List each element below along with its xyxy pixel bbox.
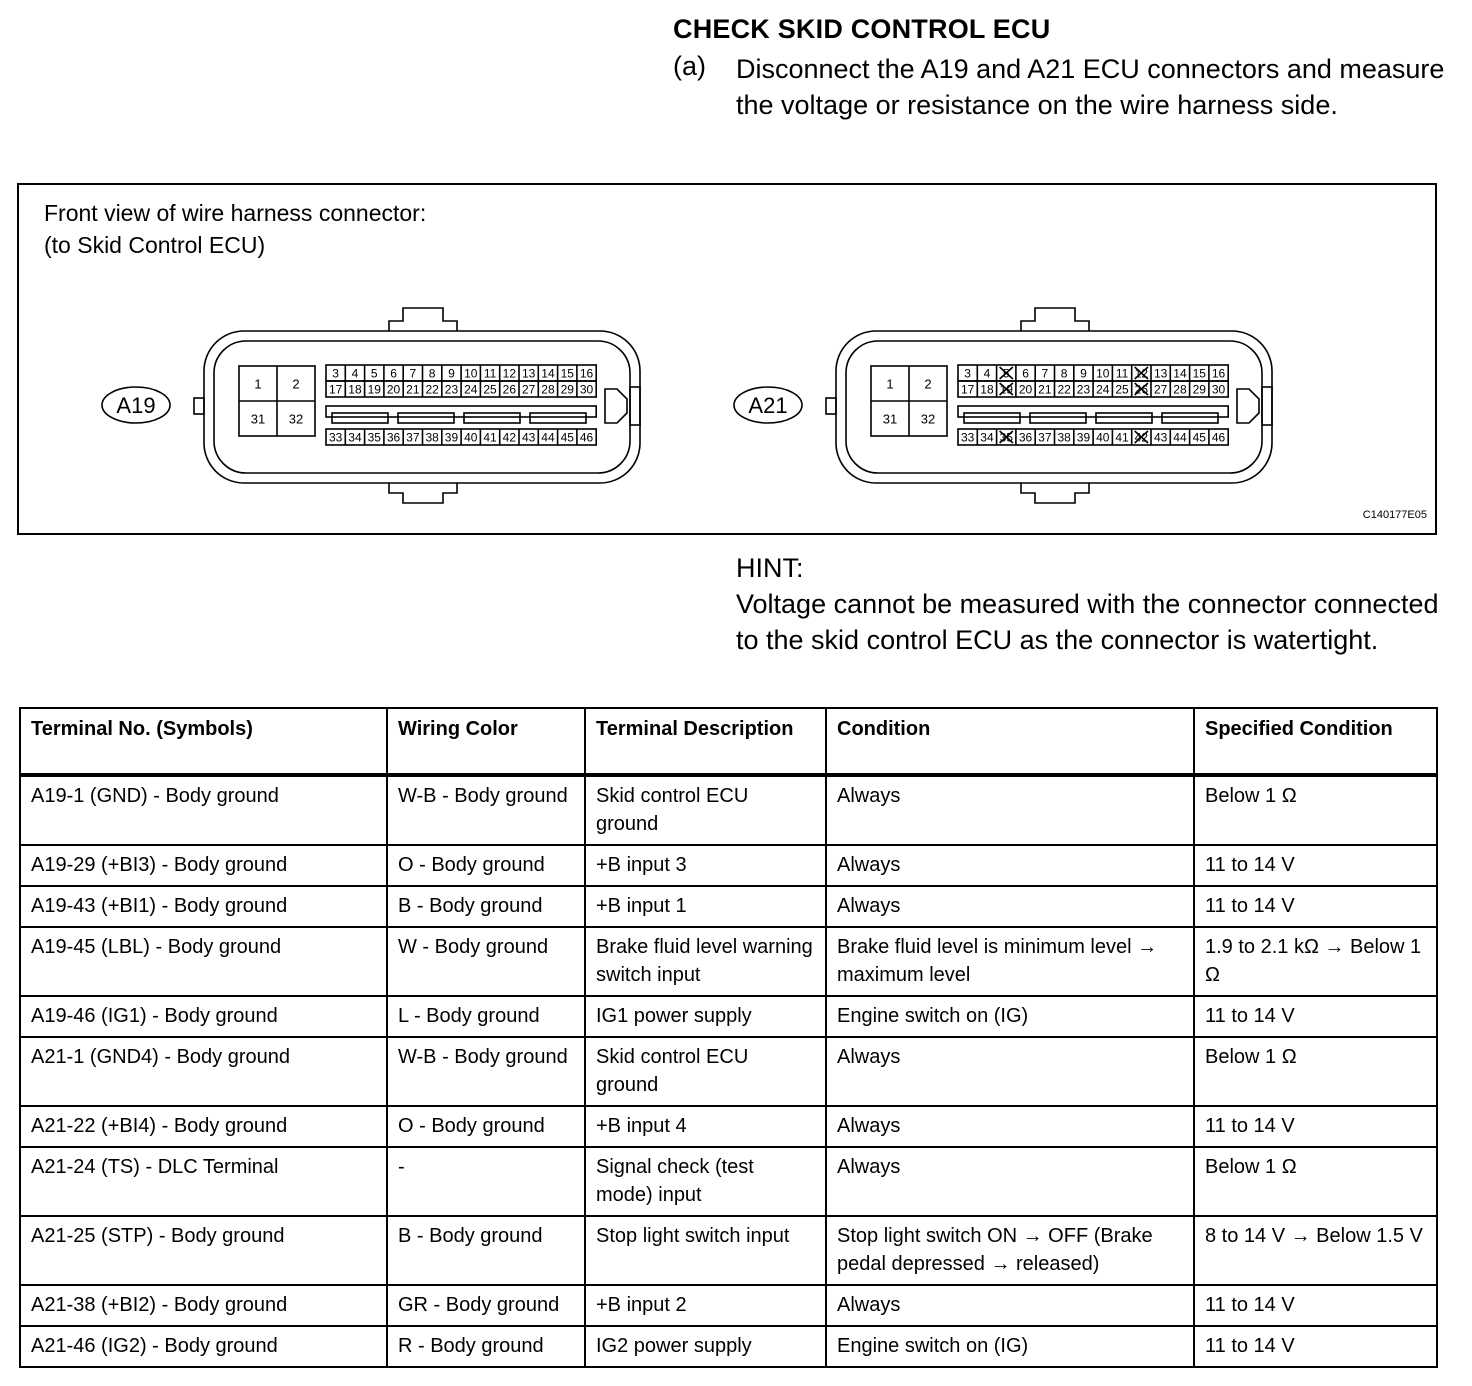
- cell-specified: 11 to 14 V: [1194, 1285, 1437, 1326]
- pin-number: 45: [560, 430, 574, 445]
- slot-strip: [326, 406, 596, 417]
- cell-terminal: A19-1 (GND) - Body ground: [20, 775, 387, 845]
- cell-description: Skid control ECU ground: [585, 1037, 826, 1106]
- big-pin-number: 31: [882, 411, 898, 427]
- connector-top-latch: [1021, 308, 1089, 331]
- cell-wiring-color: B - Body ground: [387, 1216, 585, 1285]
- figure-code: C140177E05: [1362, 509, 1427, 521]
- pin-number: 9: [448, 366, 455, 381]
- cell-specified: 11 to 14 V: [1194, 886, 1437, 927]
- pin-number: 25: [1115, 382, 1129, 397]
- cell-terminal: A21-1 (GND4) - Body ground: [20, 1037, 387, 1106]
- pin-number: 46: [1211, 430, 1226, 445]
- cell-description: +B input 1: [585, 886, 826, 927]
- big-pin-number: 2: [292, 376, 300, 392]
- pin-number: 19: [999, 382, 1013, 397]
- table-header-row: [20, 708, 1437, 775]
- pin-number: 30: [579, 382, 594, 397]
- cell-condition: Always: [826, 845, 1194, 886]
- pin-number: 42: [502, 430, 517, 445]
- cell-wiring-color: O - Body ground: [387, 845, 585, 886]
- pin-number: 21: [406, 382, 420, 397]
- pin-number: 17: [960, 382, 975, 397]
- pin-number: 36: [1018, 430, 1033, 445]
- pin-number: 45: [1192, 430, 1206, 445]
- header-wiring-color: Wiring Color: [387, 708, 585, 775]
- step-text: Disconnect the A19 and A21 ECU connectors and measure the voltage or resistance on the wire harness side.: [736, 54, 1445, 120]
- cell-specified: 11 to 14 V: [1194, 1106, 1437, 1147]
- pin-number: 8: [1060, 366, 1068, 381]
- connector-right-nub: [1262, 387, 1272, 425]
- connector-body: [836, 331, 1272, 483]
- pin-number: 24: [464, 382, 478, 397]
- pin-number: 25: [483, 382, 497, 397]
- pin-number: 5: [370, 366, 378, 381]
- cell-terminal: A21-38 (+BI2) - Body ground: [20, 1285, 387, 1326]
- pin-number: 26: [1134, 382, 1149, 397]
- cell-specified: 11 to 14 V: [1194, 1326, 1437, 1367]
- connector-body: [204, 331, 640, 483]
- pin-number: 4: [351, 366, 359, 381]
- pin-number: 43: [1153, 430, 1168, 445]
- pin-number: 40: [464, 430, 478, 445]
- header-terminal: Terminal No. (Symbols): [20, 708, 387, 775]
- table-row: [20, 1147, 1437, 1216]
- pin-number: 24: [1096, 382, 1110, 397]
- pin-number: 7: [1041, 366, 1049, 381]
- pin-number: 43: [521, 430, 536, 445]
- header-specified: Specified Condition: [1194, 708, 1437, 775]
- cell-specified: 8 to 14 V → Below 1.5 V: [1194, 1216, 1437, 1285]
- pin-number: 16: [579, 366, 594, 381]
- cell-description: +B input 3: [585, 845, 826, 886]
- pin-number: 35: [367, 430, 381, 445]
- pin-number: 28: [1173, 382, 1187, 397]
- pin-number: 3: [964, 366, 971, 381]
- table-row: [20, 775, 1437, 845]
- pin-number: 41: [483, 430, 497, 445]
- pin-number: 10: [1096, 366, 1110, 381]
- pin-number: 22: [425, 382, 439, 397]
- hint-box: [736, 550, 1456, 658]
- pin-number: 37: [1038, 430, 1052, 445]
- pin-number: 8: [428, 366, 436, 381]
- pin-number: 6: [390, 366, 397, 381]
- hint-text: Voltage cannot be measured with the connector connected to the skid control ECU as the connector is watertight.: [736, 589, 1439, 655]
- table-row: [20, 1285, 1437, 1326]
- big-pin-number: 32: [920, 411, 936, 427]
- cell-specified: 1.9 to 2.1 kΩ → Below 1 Ω: [1194, 927, 1437, 996]
- page-title: CHECK SKID CONTROL ECU: [673, 14, 1051, 44]
- pin-number: 33: [960, 430, 975, 445]
- cell-terminal: A19-45 (LBL) - Body ground: [20, 927, 387, 996]
- header-description: Terminal Description: [585, 708, 826, 775]
- pin-number: 26: [502, 382, 517, 397]
- cell-wiring-color: O - Body ground: [387, 1106, 585, 1147]
- pin-number: 13: [521, 366, 536, 381]
- cell-condition: Brake fluid level is minimum level → maximum level: [826, 927, 1194, 996]
- cell-wiring-color: W - Body ground: [387, 927, 585, 996]
- pin-number: 44: [541, 430, 555, 445]
- cell-condition: Engine switch on (IG): [826, 1326, 1194, 1367]
- slot: [530, 413, 586, 423]
- cell-condition: Always: [826, 886, 1194, 927]
- pin-number: 18: [980, 382, 994, 397]
- pin-number: 4: [983, 366, 991, 381]
- step-label: (a): [673, 51, 706, 81]
- cell-condition: Always: [826, 1147, 1194, 1216]
- cell-specified: Below 1 Ω: [1194, 1037, 1437, 1106]
- cell-specified: Below 1 Ω: [1194, 775, 1437, 845]
- connector-left-nub: [194, 398, 204, 414]
- cell-terminal: A21-25 (STP) - Body ground: [20, 1216, 387, 1285]
- pin-number: 14: [1173, 366, 1187, 381]
- slot: [964, 413, 1020, 423]
- slot: [464, 413, 520, 423]
- cell-description: Stop light switch input: [585, 1216, 826, 1285]
- slot-strip: [958, 406, 1228, 417]
- connector-bottom-latch: [389, 483, 457, 503]
- connector-diagram: [19, 185, 1435, 533]
- big-pin-number: 1: [254, 376, 262, 392]
- pin-number: 38: [425, 430, 439, 445]
- cell-condition: Always: [826, 1106, 1194, 1147]
- pin-number: 16: [1211, 366, 1226, 381]
- pin-number: 35: [999, 430, 1013, 445]
- cell-condition: Always: [826, 1285, 1194, 1326]
- connector-right-nub: [630, 387, 640, 425]
- connector-figure: [17, 183, 1437, 535]
- connector-bottom-latch: [1021, 483, 1089, 503]
- pin-number: 46: [579, 430, 594, 445]
- pin-number: 14: [541, 366, 555, 381]
- connector-label: A21: [748, 393, 788, 418]
- pin-number: 10: [464, 366, 478, 381]
- cell-description: Brake fluid level warning switch input: [585, 927, 826, 996]
- pin-number: 42: [1134, 430, 1149, 445]
- pin-number: 11: [483, 366, 497, 381]
- cell-terminal: A19-29 (+BI3) - Body ground: [20, 845, 387, 886]
- header-condition: Condition: [826, 708, 1194, 775]
- pin-number: 7: [409, 366, 417, 381]
- pin-number: 29: [560, 382, 574, 397]
- pin-number: 3: [332, 366, 339, 381]
- table-row: [20, 1326, 1437, 1367]
- pin-number: 13: [1153, 366, 1168, 381]
- pin-number: 23: [1076, 382, 1091, 397]
- pin-number: 22: [1057, 382, 1071, 397]
- pin-number: 39: [444, 430, 459, 445]
- cell-description: +B input 4: [585, 1106, 826, 1147]
- pin-number: 27: [1153, 382, 1168, 397]
- pin-number: 27: [521, 382, 536, 397]
- pin-number: 23: [444, 382, 459, 397]
- cell-condition: Always: [826, 1037, 1194, 1106]
- pin-number: 34: [980, 430, 994, 445]
- slot: [1030, 413, 1086, 423]
- slot: [1096, 413, 1152, 423]
- cell-terminal: A21-24 (TS) - DLC Terminal: [20, 1147, 387, 1216]
- pin-number: 12: [1134, 366, 1149, 381]
- cell-wiring-color: W-B - Body ground: [387, 775, 585, 845]
- table-row: [20, 1037, 1437, 1106]
- connector-top-latch: [389, 308, 457, 331]
- table-row: [20, 996, 1437, 1037]
- connector-key: [1237, 389, 1259, 423]
- pin-number: 20: [1018, 382, 1033, 397]
- pin-number: 37: [406, 430, 420, 445]
- table-body: [20, 775, 1437, 1367]
- table-row: [20, 1216, 1437, 1285]
- big-pin-number: 1: [886, 376, 894, 392]
- pin-number: 34: [348, 430, 362, 445]
- big-pin-number: 32: [288, 411, 304, 427]
- cell-wiring-color: R - Body ground: [387, 1326, 585, 1367]
- spec-table: [19, 707, 1438, 1368]
- figure-title-line2: (to Skid Control ECU): [44, 232, 266, 258]
- cell-condition: Engine switch on (IG): [826, 996, 1194, 1037]
- figure-title-line1: Front view of wire harness connector:: [44, 200, 427, 226]
- pin-number: 30: [1211, 382, 1226, 397]
- pin-number: 39: [1076, 430, 1091, 445]
- cell-specified: 11 to 14 V: [1194, 845, 1437, 886]
- cell-condition: Always: [826, 775, 1194, 845]
- cell-description: Skid control ECU ground: [585, 775, 826, 845]
- pin-number: 18: [348, 382, 362, 397]
- big-pin-number: 2: [924, 376, 932, 392]
- cell-terminal: A19-43 (+BI1) - Body ground: [20, 886, 387, 927]
- table-row: [20, 845, 1437, 886]
- connector-left-nub: [826, 398, 836, 414]
- pin-number: 9: [1080, 366, 1087, 381]
- cell-terminal: A21-22 (+BI4) - Body ground: [20, 1106, 387, 1147]
- pin-number: 15: [560, 366, 574, 381]
- table-row: [20, 886, 1437, 927]
- cell-description: Signal check (test mode) input: [585, 1147, 826, 1216]
- pin-number: 21: [1038, 382, 1052, 397]
- cell-wiring-color: W-B - Body ground: [387, 1037, 585, 1106]
- pin-number: 41: [1115, 430, 1129, 445]
- pin-number: 20: [386, 382, 401, 397]
- pin-number: 6: [1022, 366, 1029, 381]
- cell-terminal: A19-46 (IG1) - Body ground: [20, 996, 387, 1037]
- cell-specified: Below 1 Ω: [1194, 1147, 1437, 1216]
- pin-number: 29: [1192, 382, 1206, 397]
- table-row: [20, 1106, 1437, 1147]
- slot: [398, 413, 454, 423]
- pin-number: 38: [1057, 430, 1071, 445]
- cell-wiring-color: B - Body ground: [387, 886, 585, 927]
- cell-specified: 11 to 14 V: [1194, 996, 1437, 1037]
- pin-number: 17: [328, 382, 343, 397]
- cell-description: IG2 power supply: [585, 1326, 826, 1367]
- pin-number: 36: [386, 430, 401, 445]
- slot: [332, 413, 388, 423]
- pin-number: 44: [1173, 430, 1187, 445]
- cell-wiring-color: -: [387, 1147, 585, 1216]
- pin-number: 15: [1192, 366, 1206, 381]
- cell-wiring-color: L - Body ground: [387, 996, 585, 1037]
- pin-number: 28: [541, 382, 555, 397]
- pin-number: 12: [502, 366, 517, 381]
- pin-number: 40: [1096, 430, 1110, 445]
- pin-number: 11: [1115, 366, 1129, 381]
- pin-number: 33: [328, 430, 343, 445]
- cell-condition: Stop light switch ON → OFF (Brake pedal depressed → released): [826, 1216, 1194, 1285]
- cell-terminal: A21-46 (IG2) - Body ground: [20, 1326, 387, 1367]
- hint-title: HINT:: [736, 553, 804, 583]
- cell-wiring-color: GR - Body ground: [387, 1285, 585, 1326]
- cell-description: +B input 2: [585, 1285, 826, 1326]
- cell-description: IG1 power supply: [585, 996, 826, 1037]
- big-pin-number: 31: [250, 411, 266, 427]
- table-row: [20, 927, 1437, 996]
- connector-label: A19: [116, 393, 156, 418]
- pin-number: 5: [1002, 366, 1010, 381]
- pin-number: 19: [367, 382, 381, 397]
- slot: [1162, 413, 1218, 423]
- connector-key: [605, 389, 627, 423]
